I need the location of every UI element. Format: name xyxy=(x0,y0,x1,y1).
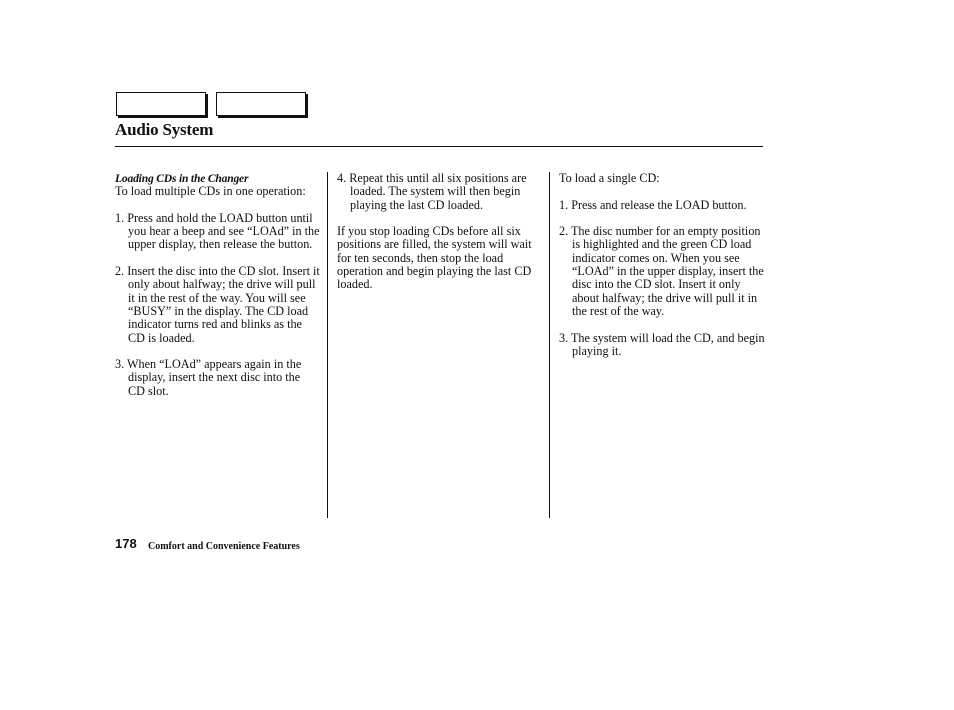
step-item: 3. The system will load the CD, and begin playing it. xyxy=(559,330,765,358)
step-item: 2. The disc number for an empty position is highlighted and the green CD load indicator comes on. When you see “LOAd” in the upper display, insert the disc into the CD slot. Insert it only about halfway; the drive will pull it in the rest of the way. xyxy=(559,224,764,318)
page-title: Audio System xyxy=(115,120,214,139)
note-paragraph: If you stop loading CDs before all six positions are filled, the system will wait for ten seconds, then stop the load operation and begin playing the last CD loaded. xyxy=(337,224,532,292)
chapter-tab-box xyxy=(116,92,206,116)
intro-paragraph: To load multiple CDs in one operation: xyxy=(115,184,306,199)
text-column-3 xyxy=(559,172,765,358)
step-item: 1. Press and release the LOAD button. xyxy=(559,197,747,212)
chapter-tab-box xyxy=(216,92,306,116)
intro-paragraph: To load a single CD: xyxy=(559,171,660,185)
step-item: 3. When “LOAd” appears again in the display, insert the next disc into the CD slot. xyxy=(115,357,302,398)
footer-section-name: Comfort and Convenience Features xyxy=(148,541,300,552)
title-divider xyxy=(115,146,763,147)
step-item: 2. Insert the disc into the CD slot. Insert it only about halfway; the drive will pull it in the rest of the way. You will see “BUSY” in the display. The CD load indicator turns red and blinks as the CD is loaded. xyxy=(115,264,320,345)
column-divider xyxy=(549,172,550,518)
column-divider xyxy=(327,172,328,518)
step-item: 1. Press and hold the LOAD button until you hear a beep and see “LOAd” in the upper display, then release the button. xyxy=(115,210,320,252)
step-item: 4. Repeat this until all six positions are loaded. The system will then begin playing the last CD loaded. xyxy=(337,171,527,212)
text-column-1 xyxy=(115,172,320,398)
page-number: 178 xyxy=(115,536,137,551)
section-heading: Loading CDs in the Changer xyxy=(115,172,249,185)
text-column-2 xyxy=(337,172,543,292)
